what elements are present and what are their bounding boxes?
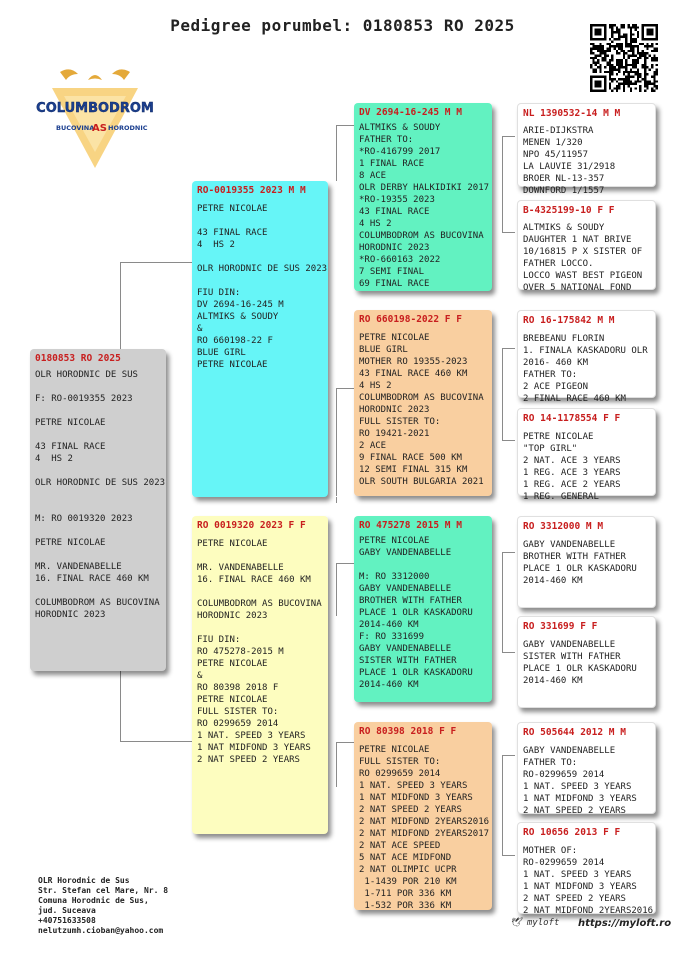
info-line (197, 275, 323, 287)
info-line: DAUGHTER 1 NAT BRIVE (523, 235, 632, 245)
info-line: 1-1439 POR 210 KM (359, 877, 457, 887)
info-line: RO 0299659 2014 (359, 769, 441, 779)
info-line: 2016- 460 KM (523, 358, 589, 368)
info-line: OLR HORODNIC DE SUS (35, 370, 138, 380)
info-line: HORODNIC 2023 (359, 405, 430, 415)
info-line: RO-0299659 2014 (523, 770, 605, 780)
info-line: BROTHER WITH FATHER (359, 596, 462, 606)
subject-pigeon-card (30, 349, 166, 671)
contact-line: Comuna Horodnic de Sus, (38, 896, 149, 905)
info-line: 1 REG. GENERAL (523, 492, 599, 502)
connector-line (502, 612, 503, 652)
connector-line (120, 671, 121, 741)
info-line (35, 549, 161, 561)
info-line: PETRE NICOLAE (197, 659, 268, 669)
info-line (197, 215, 323, 227)
info-line: 69 FINAL RACE (359, 279, 430, 289)
info-line: GABY VANDENABELLE (523, 746, 616, 756)
info-line: 43 FINAL RACE (359, 207, 430, 217)
info-line: LOCCO WAST BEST PIGEON (523, 271, 643, 281)
info-line: 2 FINAL RACE 460 KM (523, 394, 626, 404)
info-line: *RO-19355 2023 (359, 195, 435, 205)
connector-line (336, 563, 337, 616)
info-line: 5 NAT ACE MIDFOND (359, 853, 452, 863)
info-line: GABY VANDENABELLE (359, 584, 452, 594)
great-grandparent-ring-number: RO 16-175842 M M (523, 315, 615, 326)
info-line: & (197, 324, 203, 334)
info-line: MR. VANDENABELLE (35, 562, 122, 572)
grandsire-paternal-card (354, 103, 492, 291)
info-line (35, 429, 161, 441)
info-line: RO 0299659 2014 (197, 719, 279, 729)
connector-line (502, 348, 503, 410)
info-line: 2 NAT MIDFOND 2YEARS2016 (359, 817, 490, 827)
info-line: 10/16815 P X SISTER OF (523, 247, 643, 257)
info-line: RO 80398 2018 F (197, 683, 279, 693)
great-grandparent-card (517, 408, 656, 502)
connector-line (502, 755, 515, 756)
info-line: FATHER TO: (523, 370, 578, 380)
brand-name: myloft (526, 918, 560, 928)
info-line (35, 501, 161, 513)
great-grandparent-card (517, 516, 656, 608)
pigeon-icon: 🕊 (510, 918, 522, 928)
great-grandparent-ring-number: RO 331699 F F (523, 621, 598, 632)
great-grandparent-card (517, 822, 656, 914)
grandparent-details (359, 122, 490, 290)
info-line: 1 NAT. SPEED 3 YEARS (197, 731, 306, 741)
info-line: *RO-416799 2017 (359, 147, 441, 157)
great-grandparent-card (517, 310, 656, 404)
contact-line: Str. Stefan cel Mare, Nr. 8 (38, 886, 169, 895)
info-line: 1 NAT MIDFOND 3 YEARS (523, 882, 637, 892)
info-line: M: RO 0019320 2023 (35, 514, 133, 524)
info-line: SISTER WITH FATHER (359, 656, 457, 666)
great-grandparent-ring-number: B-4325199-10 F F (523, 205, 615, 216)
great-grandparent-details (523, 845, 654, 917)
great-grandparent-details (523, 222, 650, 294)
connector-line (502, 136, 503, 198)
sire-details (197, 203, 328, 371)
grandparent-ring-number: RO 660198-2022 F F (359, 314, 462, 325)
info-line: 2014-460 KM (359, 680, 419, 690)
info-line: 2 NAT. ACE 3 YEARS (523, 456, 621, 466)
info-line: PLACE 1 OLR KASKADORU (359, 668, 473, 678)
info-line: OVER 5 NATIONAL FOND (523, 283, 632, 293)
myloft-link[interactable]: https://myloft.ro (578, 918, 672, 929)
connector-line (502, 552, 503, 612)
info-line: M: RO 3312000 (359, 572, 430, 582)
info-line: PETRE NICOLAE (35, 418, 106, 428)
info-line: RO 19421-2021 (359, 429, 430, 439)
grandparent-ring-number: RO 80398 2018 F F (359, 726, 457, 737)
subject-details (35, 369, 166, 621)
info-line: 43 FINAL RACE (197, 228, 268, 238)
grandparent-ring-number: DV 2694-16-245 M M (359, 107, 462, 118)
svg-text:BUCOVINA: BUCOVINA (56, 124, 95, 132)
info-line: PETRE NICOLAE (197, 539, 268, 549)
info-line: FULL SISTER TO: (197, 707, 279, 717)
logo-text: COLUMBODROM (36, 101, 154, 116)
info-line: PETRE NICOLAE (359, 536, 430, 546)
info-line: FIU DIN: (197, 288, 241, 298)
connector-line (336, 742, 354, 743)
sire-ring-number: RO-0019355 2023 M M (197, 185, 306, 196)
subject-ring-number: 0180853 RO 2025 (35, 353, 121, 364)
connector-line (502, 410, 503, 440)
connector-line (336, 125, 354, 126)
info-line: 1 FINAL RACE (359, 159, 425, 169)
granddam-maternal-card (354, 722, 492, 910)
info-line: HORODNIC 2023 (197, 611, 268, 621)
info-line (197, 550, 323, 562)
info-line: HORODNIC 2023 (35, 610, 106, 620)
info-line: PETRE NICOLAE (197, 695, 268, 705)
great-grandparent-details (523, 125, 650, 197)
info-line: GABY VANDENABELLE (359, 644, 452, 654)
columbodrom-logo (30, 58, 160, 178)
great-grandparent-details (523, 333, 650, 405)
info-line (35, 465, 161, 477)
info-line: MOTHER RO 19355-2023 (359, 357, 468, 367)
info-line: DOWNFORD 1/1557 (523, 186, 605, 196)
info-line: 1 NAT MIDFOND 3 YEARS (197, 743, 311, 753)
great-grandparent-card (517, 722, 656, 814)
info-line: 2 NAT OLIMPIC UCPR (359, 865, 457, 875)
info-line: FULL SISTER TO: (359, 757, 441, 767)
contact-line: jud. Suceava (38, 906, 96, 915)
info-line: BLUE GIRL (359, 345, 408, 355)
info-line: NPO 45/11957 (523, 150, 589, 160)
connector-line (502, 855, 515, 856)
info-line: 9 FINAL RACE 500 KM (359, 453, 462, 463)
info-line: PETRE NICOLAE (197, 204, 268, 214)
info-line: 1 NAT MIDFOND 3 YEARS (359, 793, 473, 803)
info-line: 1 NAT. SPEED 3 YEARS (359, 781, 468, 791)
connector-line (336, 742, 337, 787)
info-line: 43 FINAL RACE 460 KM (359, 369, 468, 379)
info-line: BLUE GIRL (197, 348, 246, 358)
connector-line (336, 125, 337, 181)
info-line: BROER NL-13-357 (523, 174, 605, 184)
info-line (197, 586, 323, 598)
connector-line (336, 388, 354, 389)
connector-line (502, 440, 515, 441)
info-line: PLACE 1 OLR KASKADORU (359, 608, 473, 618)
info-line: 7 SEMI FINAL (359, 267, 425, 277)
info-line: ARIE-DIJKSTRA (523, 126, 594, 136)
info-line: F: RO 331699 (359, 632, 425, 642)
info-line (35, 405, 161, 417)
info-line (197, 251, 323, 263)
info-line: SISTER WITH FATHER (523, 652, 621, 662)
info-line: OLR DERBY HALKIDIKI 2017 (359, 183, 490, 193)
info-line (35, 525, 161, 537)
great-grandparent-ring-number: RO 505644 2012 M M (523, 727, 626, 738)
grandparent-details (359, 744, 490, 912)
dam-details (197, 538, 323, 766)
info-line: COLUMBODROM AS BUCOVINA (359, 231, 484, 241)
dam-ring-number: RO 0019320 2023 F F (197, 520, 306, 531)
info-line: RO-0299659 2014 (523, 858, 605, 868)
info-line: FULL SISTER TO: (359, 417, 441, 427)
info-line: LA LAUVIE 31/2918 (523, 162, 616, 172)
great-grandparent-ring-number: RO 10656 2013 F F (523, 827, 621, 838)
info-line: 2014-460 KM (523, 676, 583, 686)
great-grandparent-card (517, 616, 656, 708)
grandparent-ring-number: RO 475278 2015 M M (359, 520, 462, 531)
info-line: COLUMBODROM AS BUCOVINA (197, 599, 322, 609)
connector-line (336, 563, 354, 564)
info-line: PETRE NICOLAE (197, 360, 268, 370)
info-line: 2 NAT MIDFOND 2YEARS2016 (523, 906, 654, 916)
connector-line (502, 348, 515, 349)
connector-line (120, 741, 192, 742)
info-line: FIU DIN: (197, 635, 241, 645)
info-line: 1 REG. ACE 3 YEARS (523, 468, 621, 478)
great-grandparent-ring-number: NL 1390532-14 M M (523, 108, 621, 119)
connector-line (336, 388, 337, 496)
info-line: PETRE NICOLAE (523, 432, 594, 442)
info-line: 16. FINAL RACE 460 KM (197, 575, 311, 585)
grandparent-details (359, 535, 487, 691)
info-line: GABY VANDENABELLE (359, 548, 452, 558)
info-line: GABY VANDENABELLE (523, 540, 616, 550)
connector-line (502, 652, 515, 653)
info-line: MR. VANDENABELLE (197, 563, 284, 573)
info-line: COLUMBODROM AS BUCOVINA (35, 598, 160, 608)
contact-phone: +40751633508 (38, 916, 96, 925)
qr-code-icon (590, 24, 658, 92)
svg-text:HORODNIC: HORODNIC (108, 124, 148, 132)
contact-line: OLR Horodnic de Sus (38, 876, 130, 885)
connector-line (502, 552, 515, 553)
info-line: 2 NAT MIDFOND 2YEARS2017 (359, 829, 490, 839)
great-grandparent-details (523, 431, 650, 503)
info-line: PETRE NICOLAE (359, 333, 430, 343)
info-line: RO 475278-2015 M (197, 647, 284, 657)
info-line: 12 SEMI FINAL 315 KM (359, 465, 468, 475)
info-line: 2014-460 KM (359, 620, 419, 630)
info-line: MENEN 1/320 (523, 138, 583, 148)
info-line: "TOP GIRL" (523, 444, 578, 454)
info-line: ALTMIKS & SOUDY (197, 312, 279, 322)
info-line: MOTHER OF: (523, 846, 578, 856)
info-line: RO 660198-22 F (197, 336, 273, 346)
great-grandparent-ring-number: RO 3312000 M M (523, 521, 604, 532)
svg-text:AS: AS (92, 123, 107, 134)
info-line: 1 REG. ACE 2 YEARS (523, 480, 621, 490)
info-line: 16. FINAL RACE 460 KM (35, 574, 149, 584)
info-line: FATHER TO: (523, 758, 578, 768)
info-line: GABY VANDENABELLE (523, 640, 616, 650)
info-line: *RO-660163 2022 (359, 255, 441, 265)
info-line: 4 HS 2 (35, 454, 73, 464)
great-grandparent-details (523, 745, 650, 817)
great-grandparent-details (523, 639, 650, 687)
info-line: FATHER LOCCO. (523, 259, 594, 269)
info-line: 1. FINALA KASKADORU OLR (523, 346, 648, 356)
info-line: F: RO-0019355 2023 (35, 394, 133, 404)
info-line (359, 559, 487, 571)
info-line: 2 NAT SPEED 2 YEARS (523, 806, 626, 816)
info-line: PETRE NICOLAE (35, 538, 106, 548)
connector-line (120, 262, 192, 263)
info-line: 1-532 POR 336 KM (359, 901, 452, 911)
info-line: ALTMIKS & SOUDY (359, 123, 441, 133)
info-line: PLACE 1 OLR KASKADORU (523, 664, 637, 674)
info-line (35, 381, 161, 393)
info-line: BREBEANU FLORIN (523, 334, 605, 344)
info-line: 2 ACE (359, 441, 387, 451)
info-line: 1 NAT MIDFOND 3 YEARS (523, 794, 637, 804)
great-grandparent-ring-number: RO 14-1178554 F F (523, 413, 621, 424)
info-line: 1 NAT. SPEED 3 YEARS (523, 870, 632, 880)
connector-line (502, 198, 503, 232)
info-line: 2 NAT SPEED 2 YEARS (523, 894, 626, 904)
granddam-paternal-card (354, 310, 492, 496)
info-line: OLR HORODNIC DE SUS 2023 (35, 478, 166, 488)
sire-card (192, 181, 328, 497)
info-line: OLR HORODNIC DE SUS 2023 (197, 264, 328, 274)
connector-line (502, 136, 515, 137)
info-line: & (197, 671, 203, 681)
info-line: 2 ACE PIGEON (523, 382, 589, 392)
info-line: COLUMBODROM AS BUCOVINA (359, 393, 484, 403)
connector-line (120, 262, 121, 349)
connector-line (336, 497, 337, 503)
myloft-brand (510, 918, 559, 928)
info-line: 2 NAT SPEED 2 YEARS (359, 805, 462, 815)
info-line: 4 HS 2 (359, 219, 392, 229)
great-grandparent-card (517, 200, 656, 293)
info-line: 4 HS 2 (359, 381, 392, 391)
info-line: PETRE NICOLAE (359, 745, 430, 755)
grandparent-details (359, 332, 487, 488)
contact-address (38, 876, 168, 936)
info-line (35, 585, 161, 597)
info-line: BROTHER WITH FATHER (523, 552, 626, 562)
connector-line (502, 232, 515, 233)
info-line: 2 NAT SPEED 2 YEARS (197, 755, 300, 765)
contact-email[interactable]: nelutzumh.cioban@yahoo.com (38, 926, 164, 935)
info-line: 43 FINAL RACE (35, 442, 106, 452)
info-line: 1 NAT. SPEED 3 YEARS (523, 782, 632, 792)
info-line: 1-711 POR 336 KM (359, 889, 452, 899)
info-line (35, 489, 161, 501)
info-line: DV 2694-16-245 M (197, 300, 284, 310)
dam-card (192, 516, 328, 834)
info-line: 8 ACE (359, 171, 387, 181)
info-line: ALTMIKS & SOUDY (523, 223, 605, 233)
info-line: 4 HS 2 (197, 240, 235, 250)
info-line: OLR SOUTH BULGARIA 2021 (359, 477, 484, 487)
info-line: 2 NAT ACE SPEED (359, 841, 441, 851)
info-line: HORODNIC 2023 (359, 243, 430, 253)
great-grandparent-card (517, 103, 656, 196)
info-line: PLACE 1 OLR KASKADORU (523, 564, 637, 574)
info-line: FATHER TO: (359, 135, 414, 145)
page-title: Pedigree porumbel: 0180853 RO 2025 (170, 16, 515, 35)
connector-line (502, 755, 503, 805)
great-grandparent-details (523, 539, 650, 587)
grandsire-maternal-card (354, 516, 492, 702)
info-line: 2014-460 KM (523, 576, 583, 586)
info-line (197, 622, 323, 634)
connector-line (502, 805, 503, 855)
